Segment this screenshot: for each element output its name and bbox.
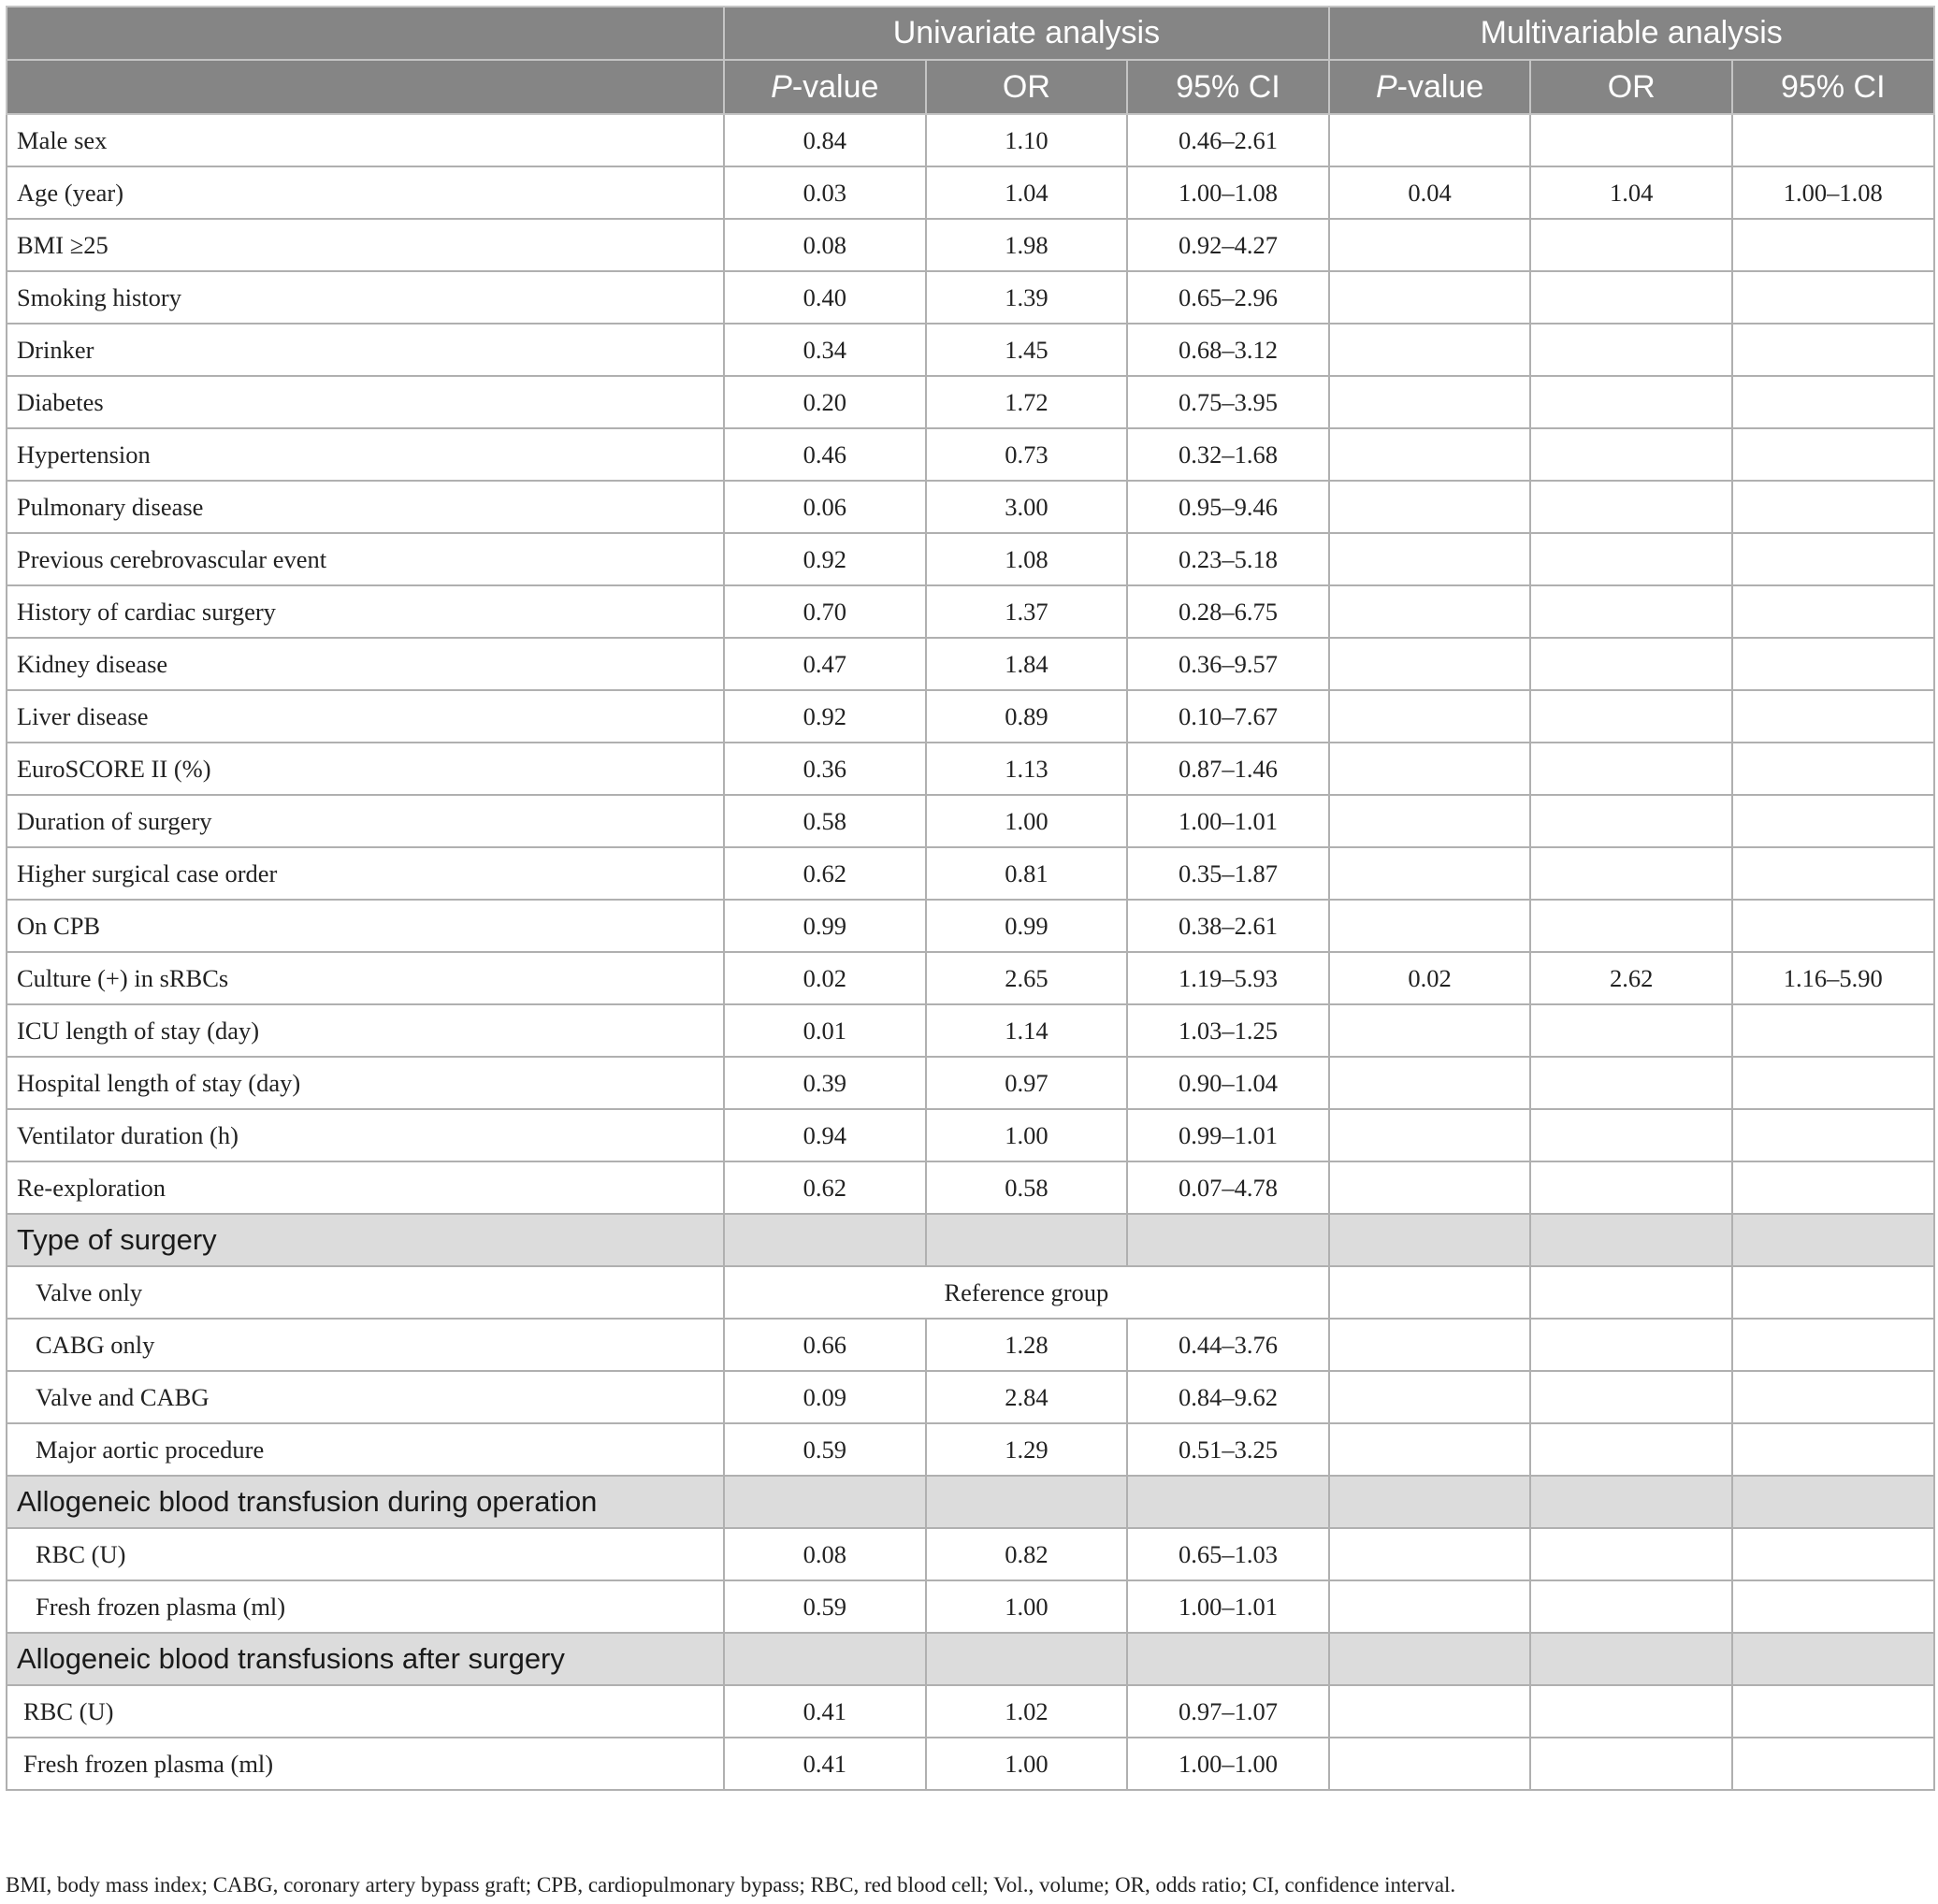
col-multivariable-p-value: P-value [1329,60,1531,114]
section-header-during-operation: Allogeneic blood transfusion during operation [7,1476,1934,1528]
table-row: Age (year) 0.03 1.04 1.00–1.08 0.04 1.04 1.00–1.08 [7,166,1934,219]
table-row: Ventilator duration (h) 0.94 1.00 0.99–1.01 [7,1109,1934,1161]
reference-group-cell: Reference group [724,1266,1329,1319]
table-row: ICU length of stay (day) 0.01 1.14 1.03–1.25 [7,1004,1934,1057]
table-row: History of cardiac surgery 0.70 1.37 0.28–6.75 [7,585,1934,638]
section-header-after-surgery: Allogeneic blood transfusions after surgery [7,1633,1934,1685]
table-row: Duration of surgery 0.58 1.00 1.00–1.01 [7,795,1934,847]
table-row: Valve and CABG 0.09 2.84 0.84–9.62 [7,1371,1934,1423]
table-row: EuroSCORE II (%) 0.36 1.13 0.87–1.46 [7,743,1934,795]
header-corner [7,7,724,60]
table-row: CABG only 0.66 1.28 0.44–3.76 [7,1319,1934,1371]
col-multivariable-ci: 95% CI [1732,60,1934,114]
table-row: Major aortic procedure 0.59 1.29 0.51–3.25 [7,1423,1934,1476]
col-univariate-p-value: P-value [724,60,926,114]
table-row-reference: Valve only Reference group [7,1266,1934,1319]
table-row: Fresh frozen plasma (ml) 0.59 1.00 1.00–1.01 [7,1580,1934,1633]
table-row: Hospital length of stay (day) 0.39 0.97 0.90–1.04 [7,1057,1934,1109]
table-row: Re-exploration 0.62 0.58 0.07–4.78 [7,1161,1934,1214]
table-row: RBC (U) 0.41 1.02 0.97–1.07 [7,1685,1934,1738]
col-univariate-ci: 95% CI [1127,60,1329,114]
table-row: RBC (U) 0.08 0.82 0.65–1.03 [7,1528,1934,1580]
table-footnote: BMI, body mass index; CABG, coronary artery bypass graft; CPB, cardiopulmonary bypass; RBC, red blood cell; Vol., volume; OR, odds ratio; CI, confidence interval. [6,1873,1456,1897]
table-row: Smoking history 0.40 1.39 0.65–2.96 [7,271,1934,324]
table-row: Drinker 0.34 1.45 0.68–3.12 [7,324,1934,376]
col-univariate-or: OR [926,60,1128,114]
table-row: Kidney disease 0.47 1.84 0.36–9.57 [7,638,1934,690]
table-row: Culture (+) in sRBCs 0.02 2.65 1.19–5.93 0.02 2.62 1.16–5.90 [7,952,1934,1004]
header-group-row [7,7,1934,60]
table-row: Previous cerebrovascular event 0.92 1.08 0.23–5.18 [7,533,1934,585]
table-header [7,7,1934,114]
table-row: Higher surgical case order 0.62 0.81 0.35–1.87 [7,847,1934,900]
header-column-row [7,60,1934,114]
table-row: On CPB 0.99 0.99 0.38–2.61 [7,900,1934,952]
table-row: Male sex 0.84 1.10 0.46–2.61 [7,114,1934,166]
header-univariate: Univariate analysis [724,7,1329,60]
table-row: Liver disease 0.92 0.89 0.10–7.67 [7,690,1934,743]
table-body [7,114,1934,1790]
table-row: Hypertension 0.46 0.73 0.32–1.68 [7,428,1934,481]
table-row: Pulmonary disease 0.06 3.00 0.95–9.46 [7,481,1934,533]
table-row: Diabetes 0.20 1.72 0.75–3.95 [7,376,1934,428]
regression-table [6,6,1935,1791]
col-multivariable-or: OR [1530,60,1732,114]
table-row: Fresh frozen plasma (ml) 0.41 1.00 1.00–1.00 [7,1738,1934,1790]
section-header-surgery-type: Type of surgery [7,1214,1934,1266]
header-blank [7,60,724,114]
header-multivariable: Multivariable analysis [1329,7,1934,60]
results-table-container [6,6,1933,1791]
table-row: BMI ≥25 0.08 1.98 0.92–4.27 [7,219,1934,271]
